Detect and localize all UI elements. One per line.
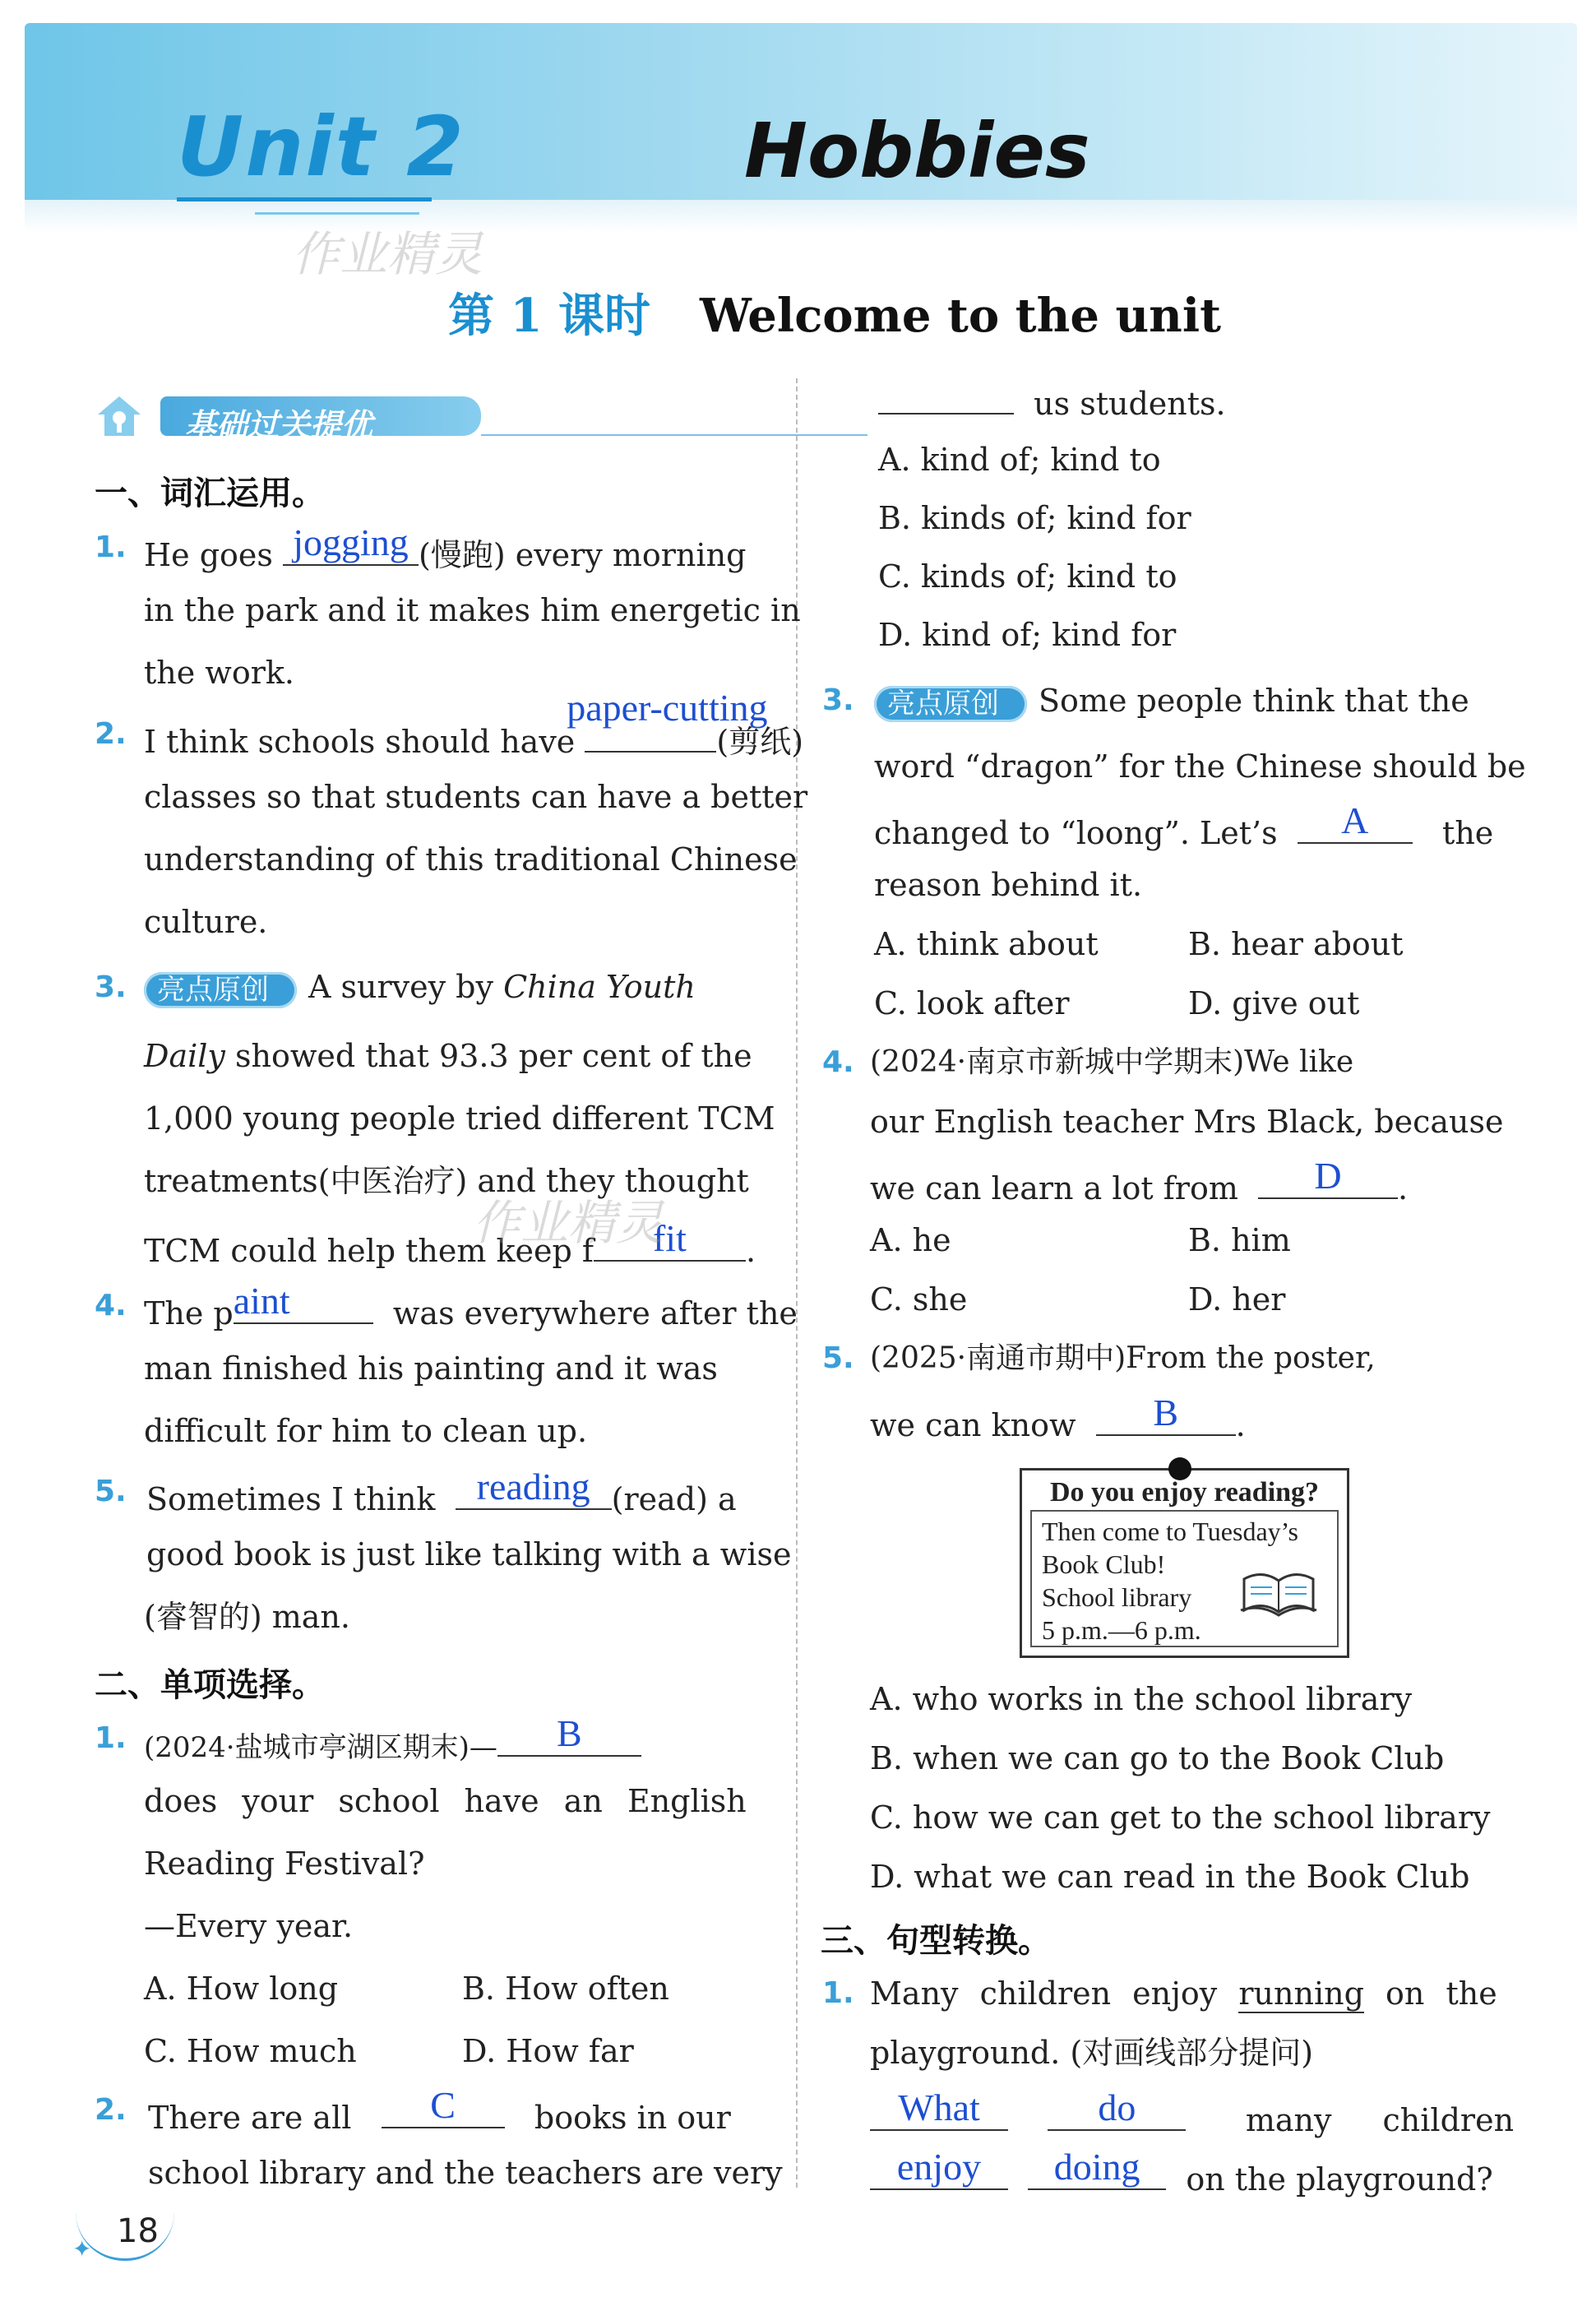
transform-q1-answer2: do: [1098, 2086, 1136, 2128]
choice-q3-answer: A: [1341, 799, 1369, 841]
choice-q3-option-d[interactable]: D. give out: [1188, 985, 1360, 1021]
choice-q2-option-a[interactable]: A. kind of; kind to: [878, 442, 1161, 478]
choice-q4-source: (2024·南京市新城中学期末): [870, 1045, 1245, 1079]
choice-section-title: 二、单项选择。: [95, 1666, 325, 1704]
column-divider: [796, 378, 798, 2188]
choice-q3-line4: reason behind it.: [874, 867, 1143, 903]
vocab-q5-line2: good book is just like talking with a wise: [146, 1536, 792, 1572]
transform-q1-underlined: running: [1238, 1975, 1364, 2012]
choice-q1-blank[interactable]: [497, 1712, 641, 1757]
choice-q3-line1: [874, 681, 1469, 722]
vocab-q2-hint: (剪纸): [716, 724, 804, 760]
transform-section-title: 三、句型转换。: [821, 1922, 1051, 1960]
vocab-q5-pre: Sometimes I think: [146, 1481, 436, 1517]
choice-q2-line3: [878, 380, 1226, 424]
transform-q1-mid: many children: [1245, 2102, 1515, 2138]
choice-q4-number: 4.: [822, 1045, 854, 1079]
vocab-q4-post: was everywhere after the: [392, 1295, 798, 1331]
choice-q5-source: (2025·南通市期中): [870, 1341, 1126, 1375]
choice-q2-post: books in our: [534, 2100, 731, 2136]
unit-underline: [177, 197, 432, 201]
choice-q1-line2: does your school have an English: [144, 1783, 747, 1819]
choice-q1-line1: [144, 1712, 641, 1767]
vocab-q3-l2: showed that 93.3 per cent of the: [235, 1038, 752, 1074]
choice-q4-option-c[interactable]: C. she: [870, 1281, 968, 1318]
choice-q3-number: 3.: [822, 683, 854, 717]
choice-q1-number: 1.: [95, 1721, 127, 1755]
choice-q4-option-b[interactable]: B. him: [1188, 1222, 1291, 1258]
vocab-q5-blank[interactable]: [456, 1466, 612, 1510]
vocab-q3-line3: 1,000 young people tried different TCM: [144, 1100, 775, 1137]
book-club-poster: [1020, 1468, 1349, 1658]
choice-q4-line3: [870, 1155, 1409, 1208]
vocab-q2-answer: paper-cutting: [567, 687, 768, 729]
vocab-q4-number: 4.: [95, 1289, 127, 1322]
vocab-q2-number: 2.: [95, 717, 127, 751]
transform-q1-line3: [870, 2086, 1515, 2140]
choice-q2-option-d[interactable]: D. kind of; kind for: [878, 617, 1177, 653]
vocab-q2-line2: classes so that students can have a better: [144, 779, 808, 815]
vocab-q1-line1: [144, 521, 747, 575]
choice-q5-l1: From the poster,: [1126, 1341, 1376, 1375]
vocab-q5-line3: (睿智的) man.: [144, 1599, 350, 1635]
choice-q5-option-b[interactable]: B. when we can go to the Book Club: [870, 1740, 1445, 1776]
transform-q1-answer3: enjoy: [896, 2146, 982, 2188]
vocab-q3-tag: 亮点原创: [144, 972, 297, 1008]
choice-q5-end: .: [1235, 1407, 1246, 1443]
choice-q2-option-c[interactable]: C. kinds of; kind to: [878, 558, 1177, 595]
vocab-q2-line1: [144, 687, 804, 762]
choice-q4-line1: [870, 1043, 1353, 1082]
choice-q2-l3: us students.: [1034, 386, 1226, 422]
choice-q3-l1: Some people think that the: [1039, 683, 1469, 719]
unit-underline-secondary: [255, 212, 419, 215]
vocab-q2-line4: culture.: [144, 904, 268, 940]
vocab-q1-line2: in the park and it makes him energetic in: [144, 592, 801, 628]
choice-q4-option-d[interactable]: D. her: [1188, 1281, 1286, 1318]
choice-q3-option-b[interactable]: B. hear about: [1188, 926, 1404, 962]
unit-title: Hobbies: [744, 107, 1090, 195]
choice-q5-l2-pre: we can know: [870, 1407, 1076, 1443]
choice-q5-option-a[interactable]: A. who works in the school library: [870, 1681, 1413, 1717]
transform-q1-blank2[interactable]: [1048, 2086, 1186, 2131]
poster-line2: Book Club!: [1042, 1549, 1166, 1579]
choice-q3-l3-post: the: [1442, 815, 1494, 851]
vocab-q5-hint: (read) a: [611, 1481, 737, 1517]
choice-q1-option-c[interactable]: C. How much: [144, 2033, 357, 2069]
transform-q1-blank1[interactable]: [870, 2086, 1008, 2131]
unit-label: Unit 2: [177, 99, 465, 195]
transform-q1-line4: [870, 2146, 1493, 2199]
vocab-q3-line2: [144, 1036, 752, 1076]
transform-q1-post: on the: [1386, 1975, 1497, 2012]
section-badge-label: 基础过关提优: [185, 407, 373, 443]
choice-q1-option-b[interactable]: B. How often: [462, 1971, 669, 2007]
vocab-q4-line2: man finished his painting and it was: [144, 1350, 718, 1387]
vocab-q3-number: 3.: [95, 970, 127, 1004]
choice-q1-line4: —Every year.: [144, 1908, 354, 1944]
choice-q2-line1: [148, 2084, 731, 2137]
choice-q5-answer: B: [1153, 1392, 1179, 1433]
page-number: 18: [117, 2212, 159, 2250]
vocab-q4-line1: [144, 1280, 798, 1333]
vocab-q5-line1: [146, 1466, 737, 1519]
house-icon: [95, 393, 144, 439]
transform-q1-blank3[interactable]: [870, 2146, 1008, 2190]
vocab-q3-end: .: [745, 1233, 756, 1269]
vocab-q3-answer: fit: [652, 1217, 687, 1259]
vocab-q3-line1: [144, 967, 696, 1008]
vocab-q4-answer: aint: [233, 1280, 290, 1322]
choice-q2-line2: school library and the teachers are very: [148, 2155, 783, 2191]
vocab-q3-italic: China Youth: [503, 969, 696, 1005]
choice-q2-option-b[interactable]: B. kinds of; kind for: [878, 500, 1191, 536]
poster-heading: Do you enjoy reading?: [1049, 1477, 1320, 1507]
vocab-q1-hint: (慢跑) every morning: [419, 537, 747, 573]
transform-q1-line2: playground. (对画线部分提问): [870, 2035, 1314, 2071]
vocab-q5-number: 5.: [95, 1475, 127, 1508]
vocab-q1-blank[interactable]: [283, 521, 419, 566]
choice-q4-blank[interactable]: [1258, 1155, 1398, 1199]
choice-q1-option-d[interactable]: D. How far: [462, 2033, 634, 2069]
transform-q1-answer1: What: [898, 2086, 980, 2128]
section-badge-line: [481, 434, 867, 436]
vocab-q3-l2-italic: Daily: [144, 1038, 225, 1074]
choice-q5-line1: [870, 1339, 1376, 1378]
lesson-title: [448, 280, 1221, 345]
vocab-q3-l1: A survey by: [308, 969, 493, 1005]
choice-q4-l3-pre: we can learn a lot from: [870, 1170, 1238, 1206]
vocab-q2-blank[interactable]: [567, 687, 768, 753]
choice-q3-option-c[interactable]: C. look after: [874, 985, 1070, 1021]
choice-q2-pre: There are all: [148, 2100, 352, 2136]
vocab-q3-line4: treatments(中医治疗) and they thought: [144, 1163, 749, 1199]
choice-q4-option-a[interactable]: A. he: [870, 1222, 951, 1258]
vocab-q1-number: 1.: [95, 530, 127, 564]
vocab-section-title: 一、词汇运用。: [95, 475, 325, 512]
vocab-q4-blank[interactable]: [233, 1280, 373, 1324]
vocab-q1-line3: the work.: [144, 655, 294, 691]
choice-q5-option-d[interactable]: D. what we can read in the Book Club: [870, 1859, 1470, 1895]
choice-q5-line2: [870, 1392, 1246, 1445]
vocab-q4-pre: The p: [144, 1295, 234, 1331]
header-banner-fade: [25, 200, 1577, 233]
lesson-number: 第 1 课时: [448, 289, 650, 343]
choice-q4-end: .: [1398, 1170, 1409, 1206]
vocab-q1-answer: jogging: [293, 521, 409, 563]
choice-q3-option-a[interactable]: A. think about: [874, 926, 1099, 962]
choice-q2-blank2[interactable]: [878, 380, 1014, 414]
transform-q1-line1: [870, 1974, 1497, 2013]
choice-q1-line3: Reading Festival?: [144, 1846, 425, 1882]
open-book-icon: [1237, 1563, 1320, 1620]
vocab-q3-l5: TCM could help them keep f: [144, 1233, 594, 1269]
choice-q3-tag: 亮点原创: [874, 686, 1027, 722]
choice-q5-number: 5.: [822, 1341, 854, 1375]
choice-q2-blank[interactable]: [382, 2084, 505, 2128]
choice-q2-answer: C: [430, 2084, 456, 2126]
choice-q4-l1: We like: [1244, 1045, 1354, 1079]
choice-q3-line3: [874, 799, 1494, 853]
choice-q2-number: 2.: [95, 2093, 127, 2127]
vocab-q1-pre: He goes: [144, 537, 273, 573]
watermark: 作业精灵: [292, 226, 483, 282]
choice-q3-blank[interactable]: [1298, 799, 1413, 844]
poster-line1: Then come to Tuesday’s: [1042, 1517, 1298, 1546]
choice-q4-line2: our English teacher Mrs Black, because: [870, 1104, 1504, 1140]
choice-q1-answer: B: [557, 1712, 582, 1754]
choice-q5-blank[interactable]: [1096, 1392, 1236, 1436]
poster-line3: School library: [1042, 1582, 1192, 1612]
section-badge: [95, 393, 769, 443]
watermark-2: 作业精灵: [473, 1195, 664, 1251]
choice-q3-line2: word “dragon” for the Chinese should be: [874, 748, 1526, 785]
choice-q1-source: (2024·盐城市亭湖区期末)—: [144, 1731, 497, 1764]
choice-q3-l3-pre: changed to “loong”. Let’s: [874, 815, 1278, 851]
choice-q5-option-c[interactable]: C. how we can get to the school library: [870, 1799, 1491, 1836]
transform-q1-end: on the playground?: [1186, 2161, 1493, 2198]
transform-q1-blank4[interactable]: [1028, 2146, 1166, 2190]
poster-line4: 5 p.m.—6 p.m.: [1042, 1615, 1201, 1645]
vocab-q2-pre: I think schools should have: [144, 724, 576, 760]
choice-q1-option-a[interactable]: A. How long: [144, 1971, 339, 2007]
transform-q1-number: 1.: [822, 1976, 854, 2010]
transform-q1-pre: Many children enjoy: [870, 1975, 1218, 2012]
lesson-name: Welcome to the unit: [699, 289, 1222, 343]
choice-q4-answer: D: [1314, 1155, 1342, 1197]
vocab-q5-answer: reading: [476, 1466, 590, 1507]
star-icon: ✦: [72, 2235, 92, 2262]
vocab-q2-line3: understanding of this traditional Chinese: [144, 841, 798, 878]
vocab-q4-line3: difficult for him to clean up.: [144, 1413, 588, 1449]
transform-q1-answer4: doing: [1053, 2146, 1140, 2188]
